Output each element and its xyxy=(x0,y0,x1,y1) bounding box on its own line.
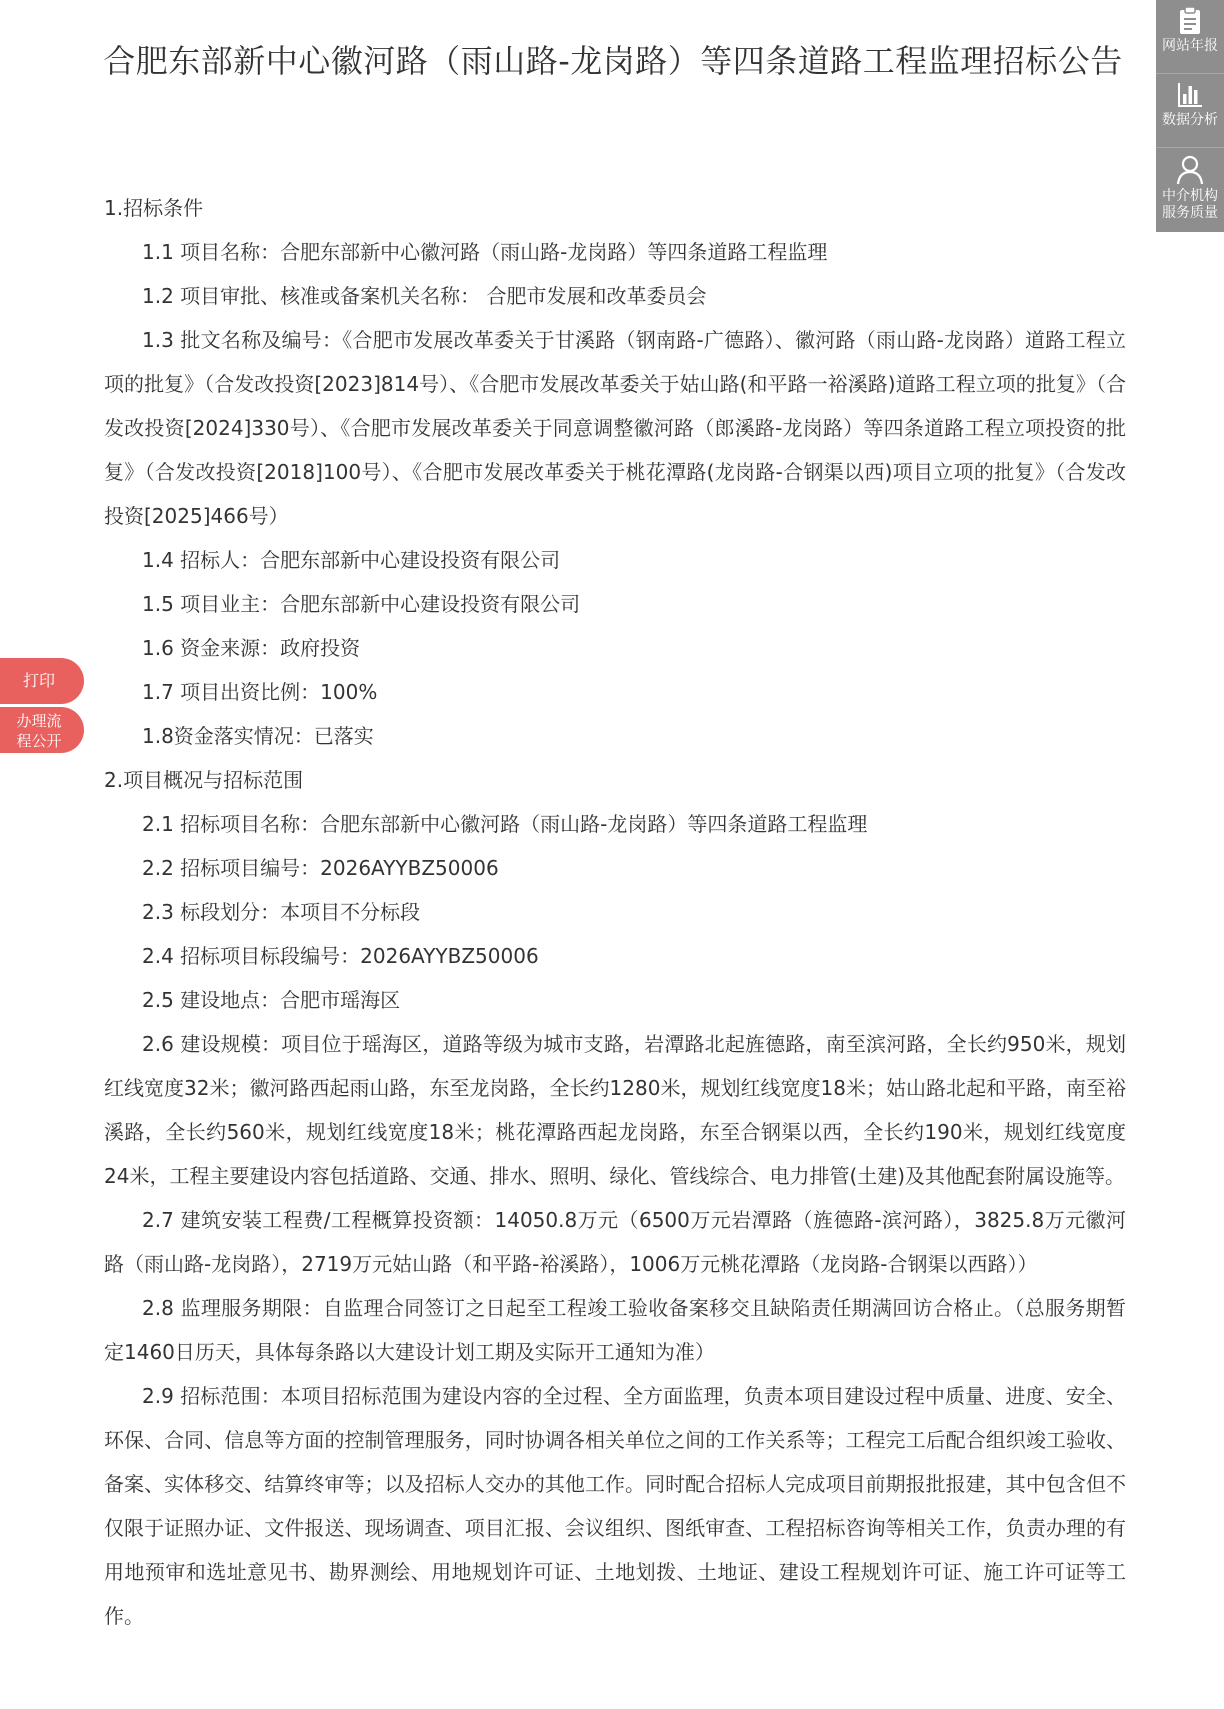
left-toolbar xyxy=(0,658,84,753)
item-1-7: 1.7 项目出资比例：100% xyxy=(142,680,378,704)
section-heading-2: 2.项目概况与招标范围 xyxy=(104,768,304,792)
item-2-6: 2.6 建设规模：项目位于瑶海区，道路等级为城市支路，岩潭路北起旌德路，南至滨河路，全长约950米，规划红线宽度32米；徽河路西起雨山路，东至龙岗路，全长约1280米，规划红线宽度18米；姑山路北起和平路，南至裕溪路，全长约560米，规划红线宽度18米；桃花潭路西起龙岗路，东至合钢渠以西，全长约190米，规划红线宽度24米，工程主要建设内容包括道路、交通、排水、照明、绿化、管线综合、电力排管(土建)及其他配套附属设施等。 xyxy=(104,1032,1126,1188)
agency-quality-button[interactable] xyxy=(1156,148,1224,232)
right-toolbar xyxy=(1156,0,1224,232)
process-label-line1: 办理流 xyxy=(16,712,62,730)
item-1-3: 1.3 批文名称及编号：《合肥市发展改革委关于甘溪路（钢南路-广德路）、徽河路（雨山路-龙岗路）道路工程立项的批复》（合发改投资[2023]814号）、《合肥市发展改革委关于姑山路(和平路一裕溪路)道路工程立项的批复》（合发改投资[2024]330号）、《合肥市发展改革委关于同意调整徽河路（郎溪路-龙岗路）等四条道路工程立项投资的批复》（合发改投资[2018]100号）、《合肥市发展改革委关于桃花潭路(龙岗路-合钢渠以西)项目立项的批复》（合发改投资[2025]466号） xyxy=(104,328,1126,528)
process-disclosure-button[interactable] xyxy=(0,707,84,753)
process-label-line2: 程公开 xyxy=(16,732,62,750)
item-1-5: 1.5 项目业主：合肥东部新中心建设投资有限公司 xyxy=(142,592,581,616)
section-heading-1: 1.招标条件 xyxy=(104,196,204,220)
bar-chart-icon xyxy=(1175,80,1205,110)
clipboard-icon xyxy=(1176,6,1204,36)
item-2-9: 2.9 招标范围：本项目招标范围为建设内容的全过程、全方面监理，负责本项目建设过程中质量、进度、安全、环保、合同、信息等方面的控制管理服务，同时协调各相关单位之间的工作关系等；工程完工后配合组织竣工验收、备案、实体移交、结算终审等；以及招标人交办的其他工作。同时配合招标人完成项目前期报批报建，其中包含但不仅限于证照办证、文件报送、现场调查、项目汇报、会议组织、图纸审查、工程招标咨询等相关工作，负责办理的有用地预审和选址意见书、勘界测绘、用地规划许可证、土地划拨、土地证、建设工程规划许可证、施工许可证等工作。 xyxy=(104,1384,1126,1628)
page-title: 合肥东部新中心徽河路（雨山路-龙岗路）等四条道路工程监理招标公告 xyxy=(103,42,1123,80)
print-button[interactable] xyxy=(0,658,84,704)
item-2-5: 2.5 建设地点：合肥市瑶海区 xyxy=(142,988,401,1012)
item-1-4: 1.4 招标人：合肥东部新中心建设投资有限公司 xyxy=(142,548,561,572)
annual-report-label: 网站年报 xyxy=(1162,38,1218,54)
item-2-2: 2.2 招标项目编号：2026AYYBZ50006 xyxy=(142,856,499,880)
item-1-8: 1.8资金落实情况：已落实 xyxy=(142,724,374,748)
item-1-1: 1.1 项目名称：合肥东部新中心徽河路（雨山路-龙岗路）等四条道路工程监理 xyxy=(142,240,828,264)
user-icon xyxy=(1175,154,1205,186)
item-1-6: 1.6 资金来源：政府投资 xyxy=(142,636,361,660)
item-2-4: 2.4 招标项目标段编号：2026AYYBZ50006 xyxy=(142,944,539,968)
annual-report-button[interactable] xyxy=(1156,0,1224,74)
item-2-8: 2.8 监理服务期限：自监理合同签订之日起至工程竣工验收备案移交且缺陷责任期满回访合格止。（总服务期暂定1460日历天，具体每条路以大建设计划工期及实际开工通知为准） xyxy=(104,1296,1126,1364)
item-1-2: 1.2 项目审批、核准或备案机关名称： 合肥市发展和改革委员会 xyxy=(142,284,707,308)
data-analysis-button[interactable] xyxy=(1156,74,1224,148)
data-analysis-label: 数据分析 xyxy=(1162,112,1218,128)
announcement-body xyxy=(104,186,1126,1638)
item-2-7: 2.7 建筑安装工程费/工程概算投资额：14050.8万元（6500万元岩潭路（旌德路-滨河路），3825.8万元徽河路（雨山路-龙岗路），2719万元姑山路（和平路-裕溪路），1006万元桃花潭路（龙岗路-合钢渠以西路）） xyxy=(104,1208,1126,1276)
item-2-1: 2.1 招标项目名称：合肥东部新中心徽河路（雨山路-龙岗路）等四条道路工程监理 xyxy=(142,812,868,836)
agency-quality-label-line2: 服务质量 xyxy=(1162,205,1218,221)
item-2-3: 2.3 标段划分：本项目不分标段 xyxy=(142,900,421,924)
agency-quality-label-line1: 中介机构 xyxy=(1162,188,1218,204)
print-label: 打印 xyxy=(22,671,55,690)
